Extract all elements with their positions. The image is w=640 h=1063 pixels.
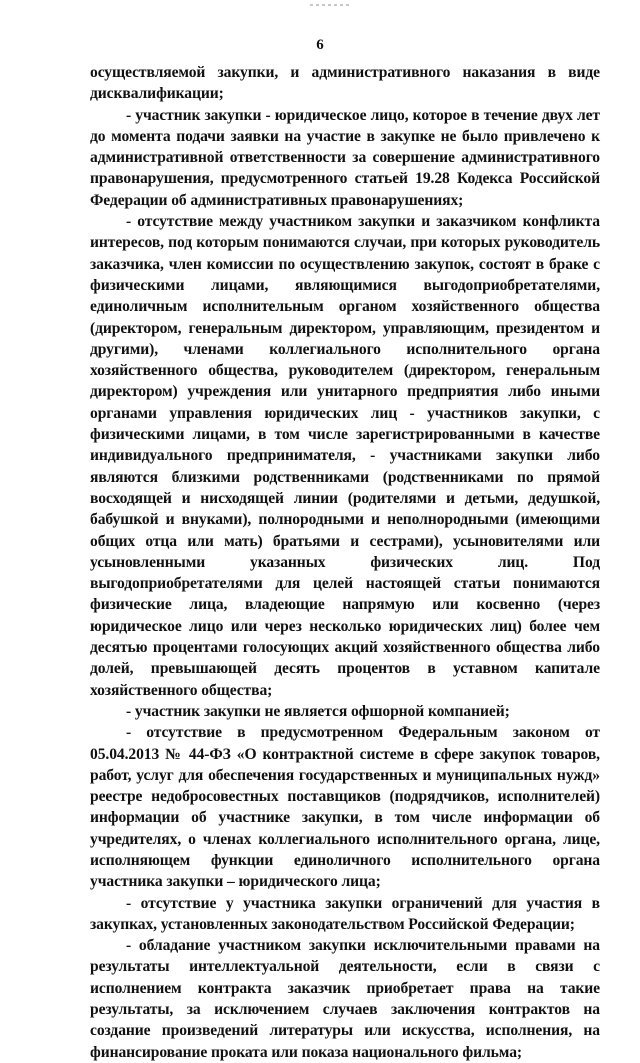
paragraph-7: - обладание участником закупки исключительными правами на результаты интеллектуальной деятельности, если в связи с исполнением контракта заказчик приобретает права на такие результаты, за исключением случаев заключения контрактов на создание произведений литературы или искусства, исполнения, на финансирование проката или показа национального фильма;: [90, 937, 600, 1061]
paragraph-6: - отсутствие у участника закупки ограничений для участия в закупках, установленных законодательством Российской Федерации;: [90, 894, 600, 933]
page-number: 6: [316, 37, 324, 53]
document-body: [90, 62, 600, 1063]
paragraph-2: - участник закупки - юридическое лицо, которое в течение двух лет до момента подачи заявки на участие в закупке не было привлечено к административной ответственности за совершение административного правонарушения, предусмотренного статьей 19.28 Кодекса Российской Федерации об административных правонарушениях;: [90, 106, 600, 209]
paragraph-4: - участник закупки не является офшорной компанией;: [126, 702, 510, 720]
paragraph-1: осуществляемой закупки, и административного наказания в виде дисквалификации;: [90, 64, 600, 103]
paragraph-3: - отсутствие между участником закупки и заказчиком конфликта интересов, под которым понимаются случаи, при которых руководитель заказчика, член комиссии по осуществлению закупок, состоят в браке с физическими лицами, являющимися выгодоприобретателями, единоличным исполнительным органом хозяйственного общества (директором, генеральным директором, управляющим, президентом и другими), членами коллегиального исполнительного органа хозяйственного общества, руководителем (директором, генеральным директором) учреждения или унитарного предприятия либо иными органами управления юридических лиц - участников закупки, с физическими лицами, в том числе зарегистрированными в качестве индивидуального предпринимателя, - участниками закупки либо являются близкими родственниками (родственниками по прямой восходящей и нисходящей линии (родителями и детьми, дедушкой, бабушкой и внуками), полнородными и неполнородными (имеющими общих отца или мать) братьями и сестрами), усыновителями или усыновленными указанных физических лиц. Под выгодоприобретателями для целей настоящей статьи понимаются физические лица, владеющие напрямую или косвенно (через юридическое лицо или через несколько юридических лиц) более чем десятью процентами голосующих акций хозяйственного общества либо долей, превышающей десять процентов в уставном капитале хозяйственного общества;: [90, 213, 600, 699]
scan-artifact: [310, 4, 350, 6]
paragraph-5: - отсутствие в предусмотренном Федеральным законом от 05.04.2013 № 44-ФЗ «О контрактной системе в сфере закупок товаров, работ, услуг для обеспечения государственных и муниципальных нужд» реестре недобросовестных поставщиков (подрядчиков, исполнителей) информации об участнике закупки, в том числе информации об учредителях, о членах коллегиального исполнительного органа, лице, исполняющем функции единоличного исполнительного органа участника закупки – юридического лица;: [90, 724, 600, 891]
